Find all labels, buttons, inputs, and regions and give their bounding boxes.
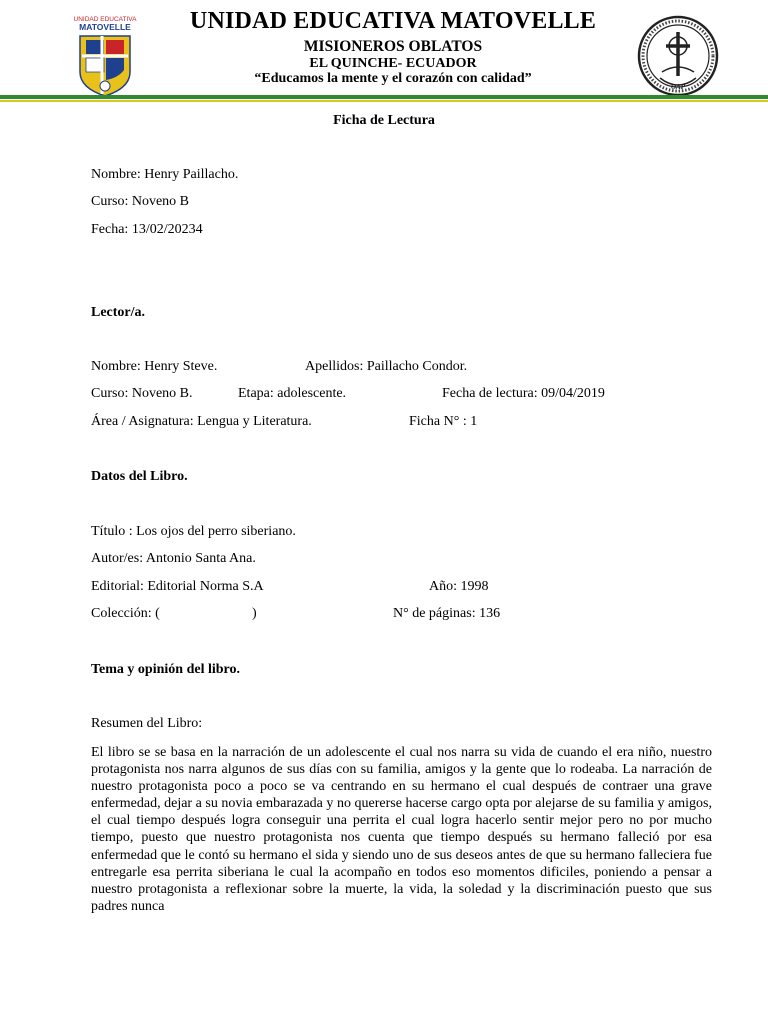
student-date: Fecha: 13/02/20234 [91, 222, 203, 237]
book-title: Título : Los ojos del perro siberiano. [91, 524, 296, 539]
lector-heading: Lector/a. [91, 305, 146, 320]
header-rule-yellow [0, 100, 768, 102]
logo-text-top: UNIDAD EDUCATIVA [73, 16, 137, 23]
summary-paragraph: El libro se se basa en la narración de un adolescente el cual nos narra su vida de cuando el era niño, nuestro protagonista nos narra algunos de sus días con su familia, amigos y la gente que lo rodeaba. La narración de nuestro protagonista poco a poco se va centrando en su hermano el cual después de contraer una grave enfermedad, dejar a su novia embarazada y no quererse hacerse cargo opta por alejarse de su familia y amigos, el cual tiempo después logra conseguir una perrita el cual logra hacerlo sentir mejor pero no por mucho tiempo, puesto que nuestro protagonista nos cuenta que tiempo después su hermano falleció por esa enfermedad que le contó su hermano el sida y siendo uno de sus deseos antes de que su hermano falleciera fue entregarle esa perrita siberiana le cual la acompaño en todos eso momentos dificiles, poniendo a pensar a nuestro protagonista a reflexionar sobre la muerte, la vida, la soledad y la discriminación puesto que sus padres nunca [91, 745, 712, 914]
book-author: Autor/es: Antonio Santa Ana. [91, 551, 256, 566]
logo-text-name: MATOVELLE [79, 22, 131, 32]
lector-course: Curso: Noveno B. [91, 386, 193, 401]
book-pages: N° de páginas: 136 [393, 606, 501, 621]
card-number: Ficha N° : 1 [409, 414, 478, 429]
reading-date: Fecha de lectura: 09/04/2019 [442, 386, 605, 401]
book-publisher: Editorial: Editorial Norma S.A [91, 579, 264, 594]
school-subtitle: MISIONEROS OBLATOS [303, 38, 483, 55]
seal-text: OAP [671, 83, 685, 91]
book-heading: Datos del Libro. [91, 469, 188, 484]
book-collection-open: Colección: ( [91, 606, 160, 621]
school-motto: “Educamos la mente y el corazón con calidad” [254, 71, 532, 86]
book-year: Año: 1998 [429, 579, 489, 594]
lector-name: Nombre: Henry Steve. [91, 359, 218, 374]
school-name: UNIDAD EDUCATIVA MATOVELLE [189, 8, 597, 34]
subject-area: Área / Asignatura: Lengua y Literatura. [91, 414, 312, 429]
book-collection-close: ) [252, 606, 257, 621]
school-location: EL QUINCHE- ECUADOR [309, 56, 477, 71]
school-logo-left [66, 14, 144, 98]
lector-stage: Etapa: adolescente. [238, 386, 347, 401]
lector-surname: Apellidos: Paillacho Condor. [305, 359, 468, 374]
student-course: Curso: Noveno B [91, 194, 189, 209]
header-rule-green [0, 95, 768, 99]
student-name: Nombre: Henry Paillacho. [91, 167, 239, 182]
oap-seal-logo [636, 14, 720, 98]
document-title: Ficha de Lectura [333, 113, 435, 128]
summary-label: Resumen del Libro: [91, 716, 203, 731]
theme-heading: Tema y opinión del libro. [91, 662, 240, 677]
